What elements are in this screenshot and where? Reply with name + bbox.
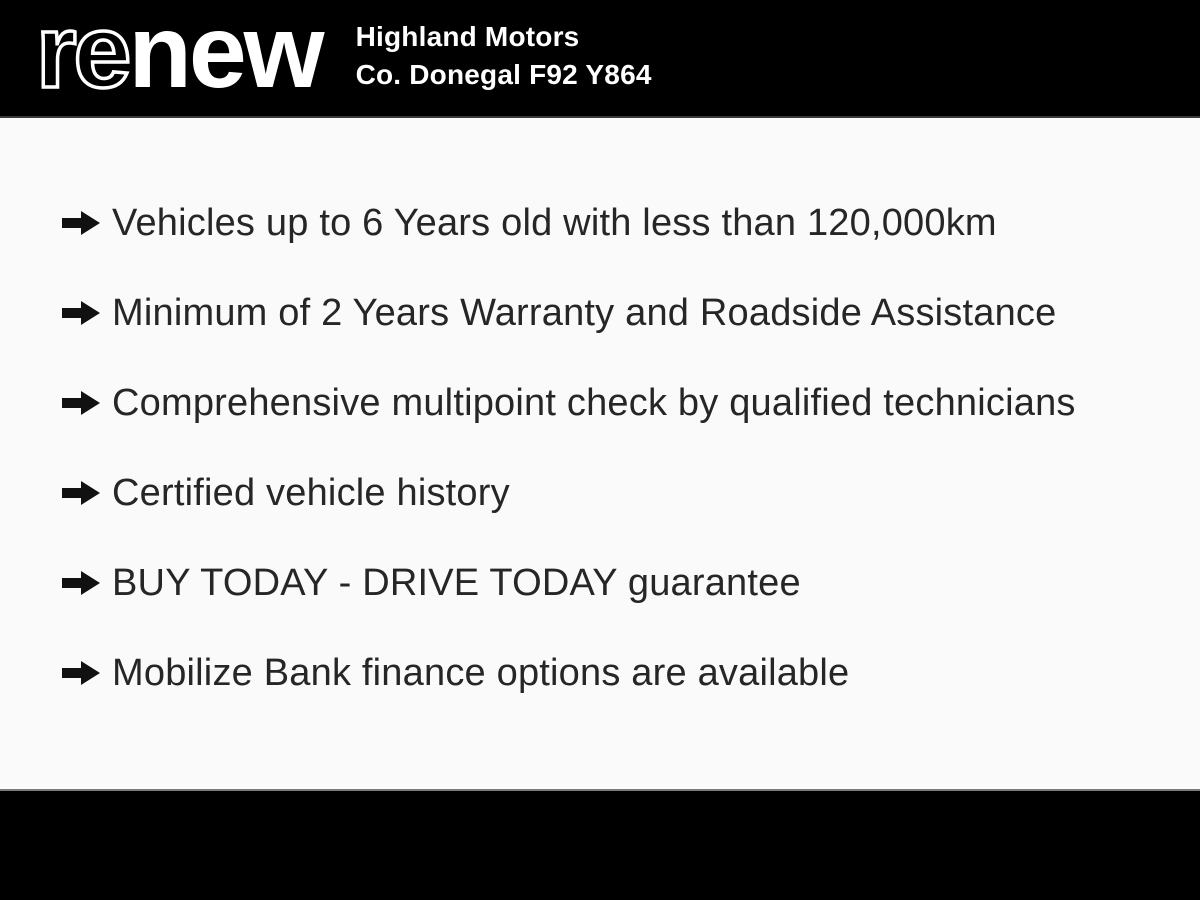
- arrow-right-icon: [62, 208, 100, 238]
- arrow-right-icon: [62, 298, 100, 328]
- list-item: [62, 561, 1170, 605]
- list-item: [62, 201, 1170, 245]
- list-item-label: Vehicles up to 6 Years old with less than 120,000km: [112, 201, 997, 244]
- dealer-info: [356, 18, 652, 94]
- list-item-label: BUY TODAY - DRIVE TODAY guarantee: [112, 561, 801, 604]
- list-item-label: Mobilize Bank finance options are available: [112, 651, 850, 694]
- dealer-location: Co. Donegal F92 Y864: [355, 59, 652, 90]
- benefits-list: [62, 201, 1170, 695]
- list-item: [62, 651, 1170, 695]
- arrow-right-icon: [62, 388, 100, 418]
- logo-new-solid: new: [128, 0, 322, 110]
- arrow-right-icon: [62, 478, 100, 508]
- list-item-label: Minimum of 2 Years Warranty and Roadside Assistance: [112, 291, 1057, 334]
- list-item-label: Certified vehicle history: [112, 471, 510, 514]
- list-item: [62, 291, 1170, 335]
- header-bar: [0, 0, 1200, 118]
- footer-bar: [0, 789, 1200, 900]
- list-item-label: Comprehensive multipoint check by qualified technicians: [112, 381, 1076, 424]
- renew-logo: [36, 0, 322, 110]
- arrow-right-icon: [62, 568, 100, 598]
- arrow-right-icon: [62, 658, 100, 688]
- logo-re-outline: re: [36, 0, 129, 110]
- benefits-section: [0, 118, 1200, 789]
- list-item: [62, 381, 1170, 425]
- dealer-name: Highland Motors: [355, 21, 580, 52]
- list-item: [62, 471, 1170, 515]
